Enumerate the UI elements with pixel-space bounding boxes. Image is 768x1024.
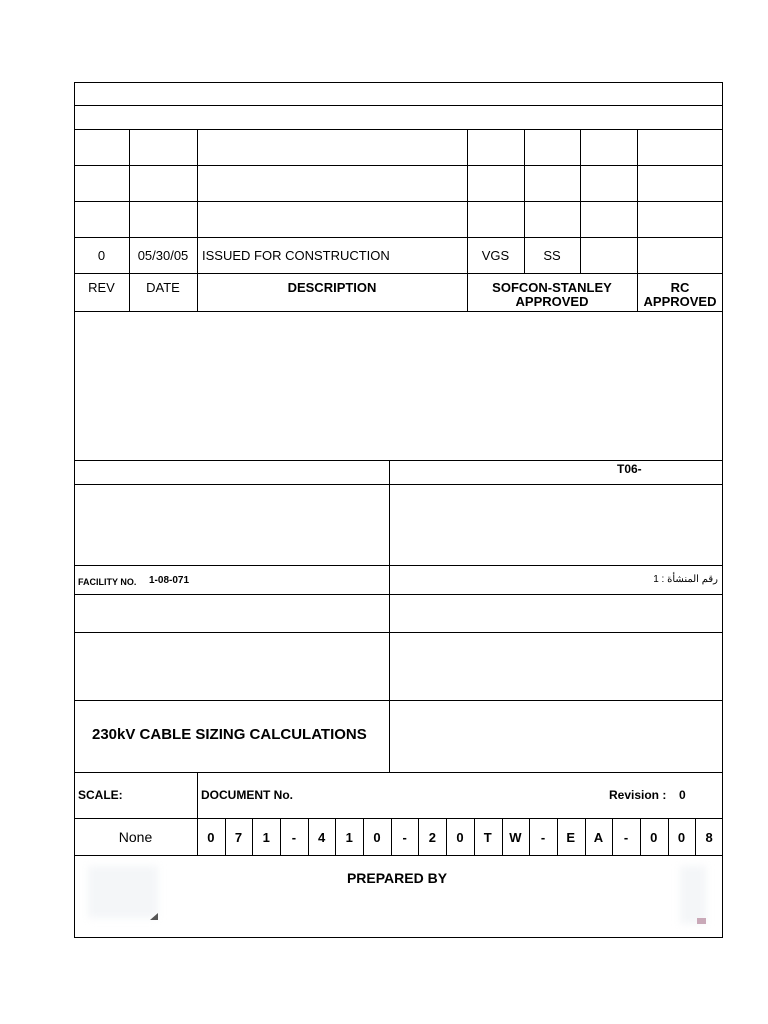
revision-value: 0 [679,788,686,802]
rule-16 [74,855,723,856]
document-number-char: A [593,829,604,845]
document-cell-divider [363,818,364,855]
sofcon-header-line1: SOFCON-STANLEY [492,280,612,295]
document-cell-divider [474,818,475,855]
document-cell-divider [446,818,447,855]
document-cell-divider [335,818,336,855]
document-number-char: 0 [373,829,381,845]
description-header: DESCRIPTION [287,280,377,295]
document-number-char: - [291,829,297,845]
document-number-char: 2 [428,829,436,845]
rule-3 [74,165,723,166]
date-value: 05/30/05 [137,248,189,263]
document-cell-divider [640,818,641,855]
rule-5 [74,237,723,238]
document-no-label: DOCUMENT No. [201,788,293,802]
rev-value: 0 [97,248,106,263]
document-title: 230kV CABLE SIZING CALCULATIONS [92,726,367,743]
document-cell-divider [391,818,392,855]
rule-8 [74,460,723,461]
prepared-by-label: PREPARED BY [346,870,448,886]
document-cell-divider [529,818,530,855]
document-cell-divider [418,818,419,855]
sofcon-header-line2: APPROVED [515,294,589,309]
rule-12 [74,632,723,633]
rule-14 [74,772,723,773]
title-sheet-frame [74,82,723,938]
document-number-char: 0 [456,829,464,845]
document-number-char: W [509,829,522,845]
document-cell-divider [280,818,281,855]
scale-value: None [118,829,153,845]
document-number-char: 0 [650,829,658,845]
document-cell-divider [585,818,586,855]
document-number-char: 1 [345,829,353,845]
document-cell-divider [502,818,503,855]
document-cell-divider [225,818,226,855]
description-value: ISSUED FOR CONSTRUCTION [202,248,390,263]
facility-value: 1-08-071 [149,575,190,586]
rule-2 [74,129,723,130]
document-number-char: - [402,829,407,845]
rule-7 [74,311,723,312]
facility-label: FACILITY NO. [78,577,137,587]
rc-header-line1: RC [670,280,690,295]
rule-4 [74,201,723,202]
stanley-initials: SS [543,248,561,263]
document-cell-divider [308,818,309,855]
document-number-char: 1 [262,829,270,845]
revision-label: Revision : [609,788,667,802]
document-number-char: 8 [705,829,713,845]
document-cell-divider [695,818,696,855]
date-header: DATE [146,280,180,295]
rule-11 [74,594,723,595]
rule-10 [74,565,723,566]
document-number-char: 7 [234,829,243,845]
document-number-char: 0 [677,829,686,845]
document-number-char: 4 [317,829,326,845]
owner-logo-mark-icon [697,918,706,924]
title-block-divider [389,460,390,772]
rev-header: REV [88,280,115,295]
document-number-char: - [623,829,629,845]
rc-header-line2: APPROVED [643,294,717,309]
document-number-char: 0 [207,829,215,845]
drawing-code: T06- [617,462,642,476]
document-cell-divider [612,818,613,855]
sofcon-initials: VGS [481,248,510,263]
document-number-char: - [540,829,546,845]
contractor-logo-mark-icon [150,913,158,920]
document-cell-divider [252,818,253,855]
rule-1 [74,105,723,106]
scale-label: SCALE: [78,788,123,802]
document-cell-divider [557,818,558,855]
rule-13 [74,700,723,701]
rule-6 [74,273,723,274]
document-cell-divider [668,818,669,855]
owner-logo [680,866,706,924]
document-number-char: T [483,829,492,845]
contractor-logo [88,866,158,918]
rule-9 [74,484,723,485]
stanley-col-divider [580,129,581,273]
facility-arabic-label: رقم المنشأة : 1 [653,574,718,585]
document-number-char: E [566,829,576,845]
